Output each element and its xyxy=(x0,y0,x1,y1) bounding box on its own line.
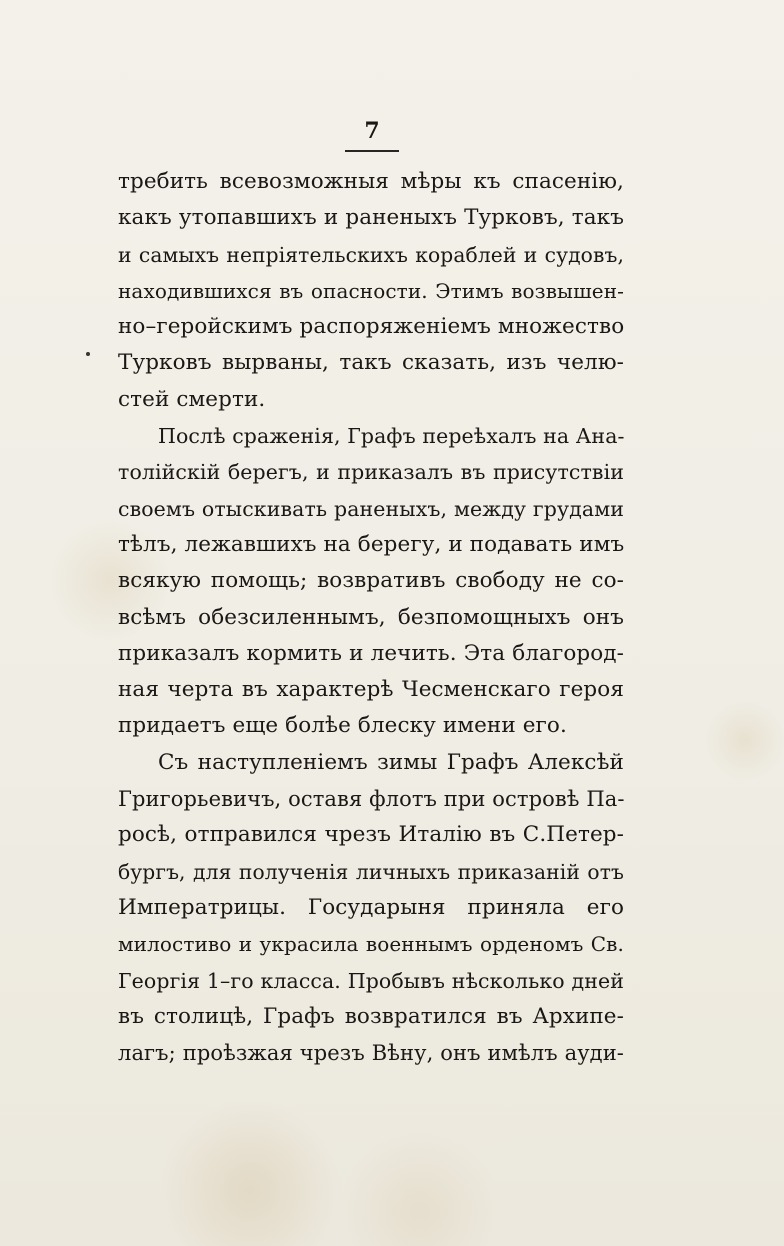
text-line: толійскій берегъ, и приказалъ въ присутствіи xyxy=(118,460,624,485)
text-line: приказалъ кормить и лечить. Эта благород- xyxy=(118,640,624,666)
text-line: Григорьевичъ, оставя флотъ при островѣ Па- xyxy=(118,787,625,812)
text-line: Послѣ сраженія, Графъ переѣхалъ на Ана- xyxy=(158,424,625,449)
text-line: всѣмъ обезсиленнымъ, безпомощныхъ онъ xyxy=(118,604,624,630)
margin-mark xyxy=(86,352,90,356)
text-line: бургъ, для полученія личныхъ приказаній отъ xyxy=(118,859,624,884)
text-line: милостиво и украсила военнымъ орденомъ Св. xyxy=(118,932,624,957)
page-number: 7 xyxy=(364,118,380,144)
text-line: придаетъ еще болѣе блеску имени его. xyxy=(118,713,567,739)
text-line: и самыхъ непріятельскихъ кораблей и судовъ, xyxy=(118,242,624,267)
text-line: росѣ, отправился чрезъ Италію въ С.Петер- xyxy=(118,822,624,848)
text-line: лагъ; проѣзжая чрезъ Вѣну, онъ имѣлъ ауди- xyxy=(118,1041,624,1066)
text-line: ная черта въ характерѣ Чесменскаго героя xyxy=(118,677,624,703)
text-line: требить всевозможныя мѣры къ спасенію, xyxy=(118,169,624,194)
text-line: своемъ отыскивать раненыхъ, между грудами xyxy=(118,496,624,521)
text-line: но–геройскимъ распоряженіемъ множество xyxy=(118,314,625,340)
page-number-rule xyxy=(345,150,399,152)
text-body xyxy=(118,164,624,1071)
text-line: Турковъ вырваны, такъ сказать, изъ челю- xyxy=(118,350,624,376)
text-line: Георгія 1–го класса. Пробывъ нѣсколько дней xyxy=(118,968,624,993)
text-line: тѣлъ, лежавшихъ на берегу, и подавать имъ xyxy=(118,531,625,557)
text-line: въ столицѣ, Графъ возвратился въ Архипе- xyxy=(118,1003,624,1029)
text-line: Съ наступленіемъ зимы Графъ Алексѣй xyxy=(158,749,624,775)
text-line: какъ утопавшихъ и раненыхъ Турковъ, такъ xyxy=(118,205,624,231)
text-line: всякую помощь; возвративъ свободу не со- xyxy=(118,568,624,594)
text-line: Императрицы. Государыня приняла его xyxy=(118,894,624,920)
text-line: стей смерти. xyxy=(118,386,266,412)
text-line: находившихся въ опасности. Этимъ возвышен- xyxy=(118,278,624,303)
